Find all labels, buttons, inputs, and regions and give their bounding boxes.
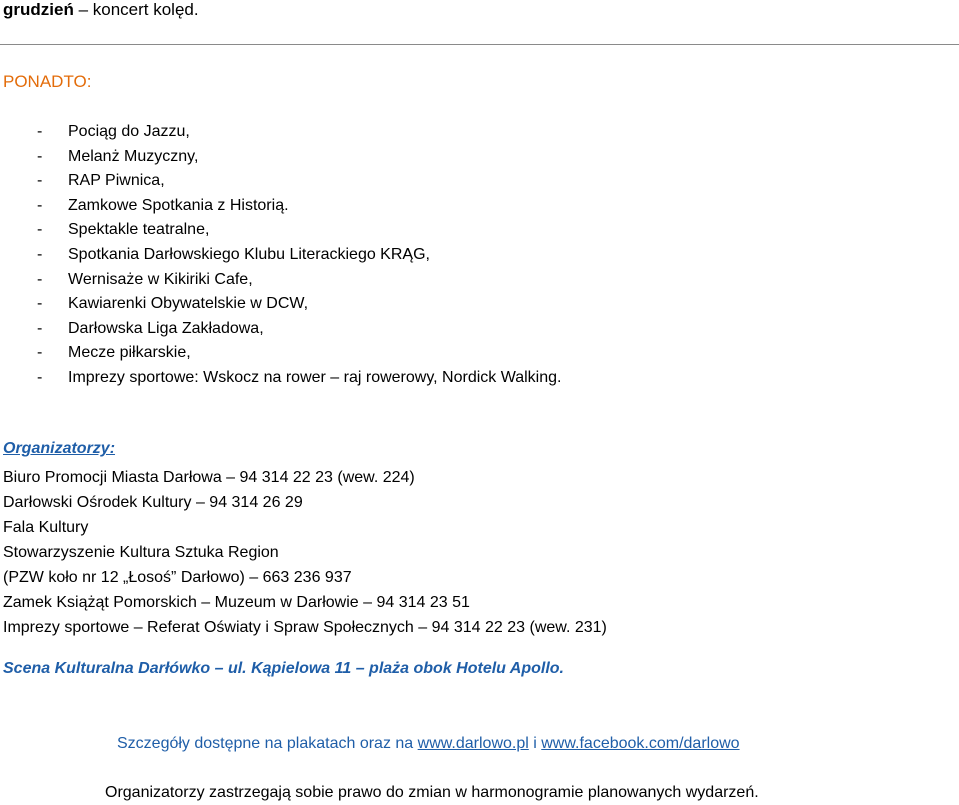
- list-item: (PZW koło nr 12 „Łosoś” Darłowo) – 663 236 937: [3, 569, 352, 586]
- list-item: Biuro Promocji Miasta Darłowa – 94 314 22 23 (wew. 224): [3, 469, 415, 486]
- venue-line: Scena Kulturalna Darłówko – ul. Kąpielowa 11 – plaża obok Hotelu Apollo.: [3, 660, 564, 677]
- organizers-list: [3, 465, 607, 640]
- list-item: Darłowski Ośrodek Kultury – 94 314 26 29: [3, 494, 303, 511]
- details-middle: i: [528, 735, 542, 752]
- darlowo-link[interactable]: www.darlowo.pl: [417, 735, 529, 752]
- ponadto-heading: PONADTO:: [3, 72, 92, 91]
- section-divider: [0, 44, 959, 45]
- intro-line: [3, 0, 199, 22]
- intro-month: grudzień: [3, 0, 74, 19]
- disclaimer: Organizatorzy zastrzegają sobie prawo do zmian w harmonogramie planowanych wydarzeń.: [105, 784, 759, 801]
- organizers-heading: Organizatorzy:: [3, 440, 116, 457]
- list-item: Fala Kultury: [3, 519, 89, 536]
- facebook-link[interactable]: www.facebook.com/darlowo: [541, 735, 740, 752]
- list-item: Stowarzyszenie Kultura Sztuka Region: [3, 544, 279, 561]
- list-item: Imprezy sportowe – Referat Oświaty i Spraw Społecznych – 94 314 22 23 (wew. 231): [3, 619, 607, 636]
- intro-text: – koncert kolęd.: [73, 0, 199, 19]
- details-prefix: Szczegóły dostępne na plakatach oraz na: [117, 735, 418, 752]
- details-line: [117, 735, 740, 753]
- list-item: Zamek Książąt Pomorskich – Muzeum w Darłowie – 94 314 23 51: [3, 594, 470, 611]
